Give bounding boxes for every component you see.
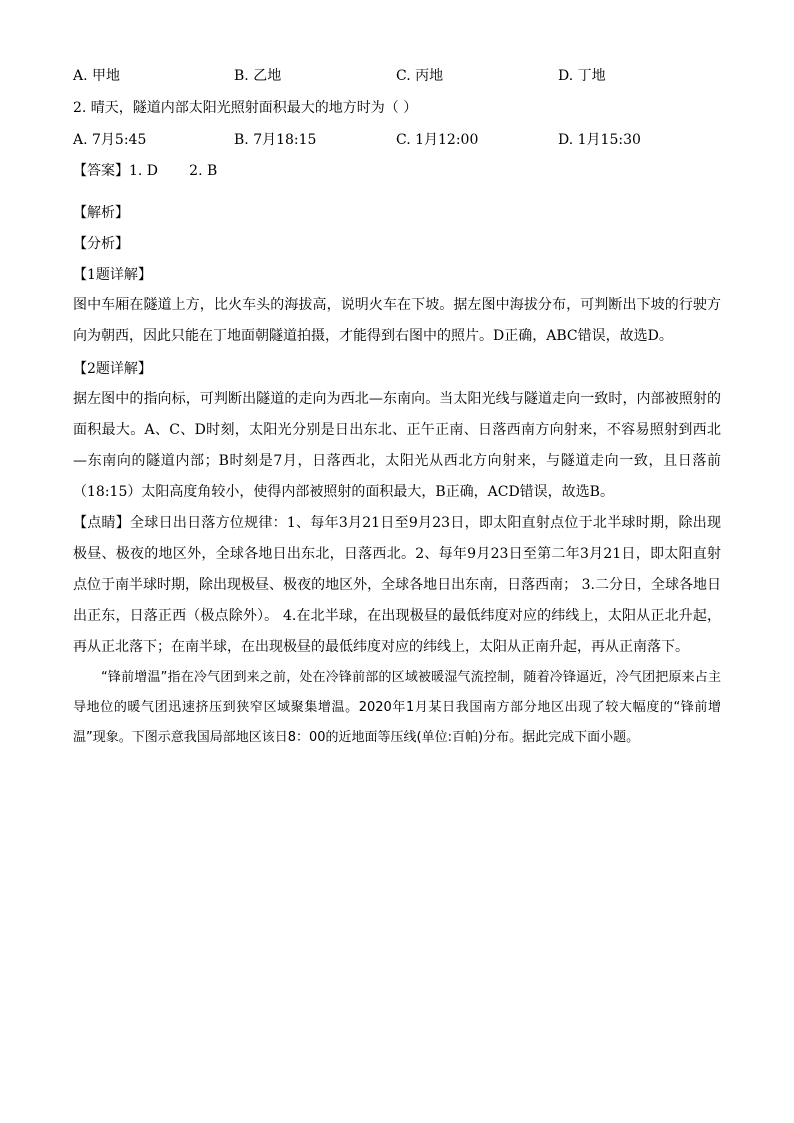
dianjing-paragraph [73,508,721,663]
answer-text: 1. D 2. B [129,163,218,179]
q1-option-c: C. 丙地 [396,68,444,84]
dianjing-text: 全球日出日落方位规律：1、每年3月21日至9月23日，即太阳直射点位于北半球时期，除出现极昼、极夜的地区外，全球各地日出东北，日落西北。2、每年9月23日至第二年3月21日，即太阳直射点位于南半球时期，除出现极昼、极夜的地区外，全球各地日出东南，日落西南； 3.二分日，全球各地日出正东，日落正西（极点除外）。 4.在北半球，在出现极昼的最低纬度对应的纬线上，太阳从正北升起，再从正北落下；在南半球，在出现极昼的最低纬度对应的纬线上，太阳从正南升起，再从正南落下。 [73,515,722,655]
q1-option-d: D. 丁地 [558,68,606,84]
q1-option-b: B. 乙地 [234,68,282,84]
detail1-heading: 【1题详解】 [73,267,152,283]
fenxi-heading: 【分析】 [73,236,129,252]
dianjing-tag: 【点睛】 [73,515,131,531]
q2-option-c: C. 1月12:00 [396,132,479,148]
intro-paragraph: “锋前增温”指在冷气团到来之前，处在冷锋前部的区域被暖湿气流控制，随着冷锋逼近，冷气团把原来占主导地位的暖气团迅速挤压到狭窄区域聚集增温。2020年1月某日我国南方部分地区出现了较大幅度的“锋前增温”现象。下图示意我国局部地区该日8：00的近地面等压线(单位:百帕)分布。据此完成下面小题。 [73,670,721,745]
q2-option-a: A. 7月5:45 [73,132,147,148]
q1-option-a: A. 甲地 [73,68,121,84]
detail1-text: 图中车厢在隧道上方，比火车头的海拔高，说明火车在下坡。据左图中海拔分布，可判断出下坡的行驶方向为朝西，因此只能在丁地面朝隧道拍摄，才能得到右图中的照片。D正确，ABC错误，故选D。 [73,297,721,344]
q2-stem: 2. 晴天，隧道内部太阳光照射面积最大的地方时为（ ） [73,100,418,116]
q2-option-d: D. 1月15:30 [558,132,641,148]
answer-line [73,162,217,180]
detail2-text: 据左图中的指向标，可判断出隧道的走向为西北—东南向。当太阳光线与隧道走向一致时，内部被照射的面积最大。A、C、D时刻，太阳光分别是日出东北、正午正南、日落西南方向射来，不容易照射到西北—东南向的隧道内部；B时刻是7月，日落西北，太阳光从西北方向射来，与隧道走向一致，且日落前（18:15）太阳高度角较小，使得内部被照射的面积最大，B正确，ACD错误，故选B。 [73,391,721,500]
detail2-heading: 【2题详解】 [73,361,152,377]
q2-option-b: B. 7月18:15 [234,132,317,148]
answer-tag: 【答案】 [73,163,129,179]
analysis-heading: 【解析】 [73,205,129,221]
